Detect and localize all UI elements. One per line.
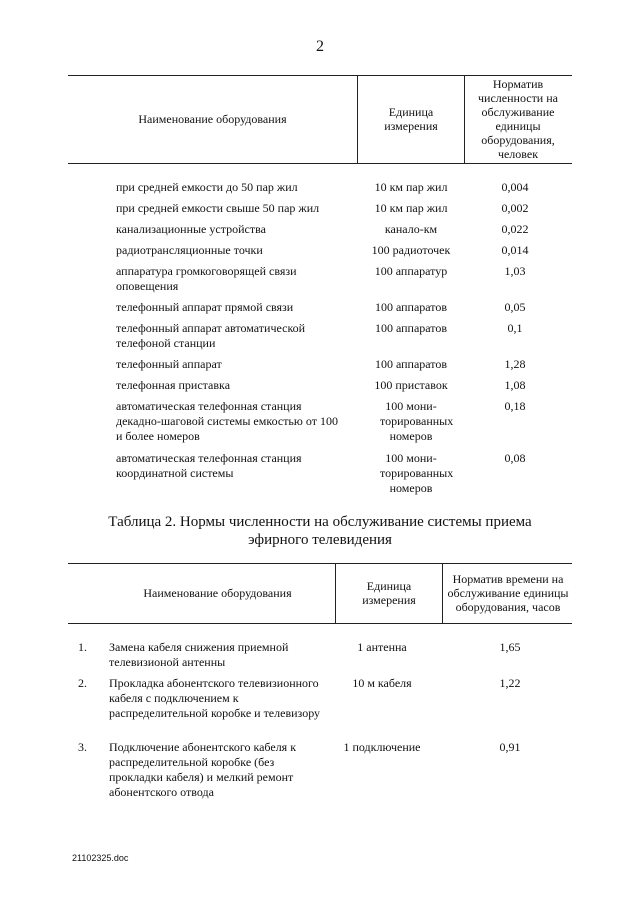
unit-value: 100 радиоточек: [371, 243, 451, 257]
norm-value: 1,28: [504, 357, 526, 371]
table2-header-norm: Норматив времени на обслуживание единицы оборудования, часов: [447, 572, 569, 614]
norm-value: 0,08: [504, 451, 526, 465]
table1-header-bottom-border: [68, 163, 572, 164]
table1-header-divider-1: [357, 75, 358, 163]
unit-value: 10 км пар жил: [374, 180, 448, 194]
unit-value: 100 аппаратов: [374, 321, 448, 335]
unit-value: 1 подключение: [343, 740, 421, 754]
unit-value: 100 мони-торированных номеров: [380, 451, 454, 495]
table1-header-name: Наименование оборудования: [138, 112, 287, 126]
equipment-name: радиотрансляционные точки: [116, 243, 263, 257]
table1-header-norm: Норматив численности на обслуживание единицы оборудования, человек: [478, 77, 558, 161]
table2-header-bottom-border: [68, 623, 572, 624]
unit-value: канало-км: [384, 222, 438, 236]
equipment-name: автоматическая телефонная станция декадно-шаговой системы емкостью от 100 и более номеров: [116, 399, 338, 443]
norm-value: 0,1: [507, 321, 523, 335]
unit-value: 10 км пар жил: [374, 201, 448, 215]
equipment-name: телефонный аппарат: [116, 357, 222, 371]
unit-value: 10 м кабеля: [352, 676, 412, 690]
equipment-name: аппаратура громкоговорящей связи оповещения: [116, 264, 297, 293]
equipment-name: при средней емкости свыше 50 пар жил: [116, 201, 320, 215]
operation-name: Замена кабеля снижения приемной телевизионой антенны: [109, 640, 289, 669]
unit-value: 100 приставок: [374, 378, 448, 392]
norm-value: 1,22: [499, 676, 521, 690]
equipment-name: канализационные устройства: [116, 222, 266, 236]
row-number: 2.: [78, 676, 87, 690]
table2-header-divider-2: [442, 563, 443, 623]
norm-value: 1,08: [504, 378, 526, 392]
norm-value: 0,002: [501, 201, 529, 215]
norm-value: 1,65: [499, 640, 521, 654]
unit-value: 1 антенна: [357, 640, 407, 654]
row-number: 1.: [78, 640, 87, 654]
norm-value: 0,05: [504, 300, 526, 314]
operation-name: Прокладка абонентского телевизионного кабеля с подключением к распределительной коробке и телевизору: [109, 676, 321, 720]
unit-value: 100 мони-торированных номеров: [380, 399, 454, 443]
equipment-name: телефонная приставка: [116, 378, 231, 392]
norm-value: 0,91: [499, 740, 521, 754]
page-number: 2: [316, 38, 324, 55]
unit-value: 100 аппаратов: [374, 300, 448, 314]
equipment-name: при средней емкости до 50 пар жил: [116, 180, 298, 194]
row-number: 3.: [78, 740, 87, 754]
table2-header-name: Наименование оборудования: [143, 586, 292, 600]
norm-value: 0,004: [501, 180, 529, 194]
norm-value: 0,014: [501, 243, 529, 257]
norm-value: 0,022: [501, 222, 529, 236]
norm-value: 0,18: [504, 399, 526, 413]
table2-header-divider-1: [335, 563, 336, 623]
table1-header-unit: Единица измерения: [384, 105, 438, 133]
equipment-name: телефонный аппарат автоматической телефоной станции: [116, 321, 306, 350]
equipment-name: автоматическая телефонная станция координатной системы: [116, 451, 302, 480]
footer-filename: 21102325.doc: [72, 853, 129, 863]
norm-value: 1,03: [504, 264, 526, 278]
table2-header-unit: Единица измерения: [362, 579, 416, 607]
equipment-name: телефонный аппарат прямой связи: [116, 300, 294, 314]
unit-value: 100 аппаратов: [374, 357, 448, 371]
operation-name: Подключение абонентского кабеля к распределительной коробке (без прокладки кабеля) и мелкий ремонт абонентского отвода: [109, 740, 297, 799]
unit-value: 100 аппаратур: [374, 264, 448, 278]
table2-title: Таблица 2. Нормы численности на обслуживание системы приема эфирного телевидения: [108, 514, 532, 548]
